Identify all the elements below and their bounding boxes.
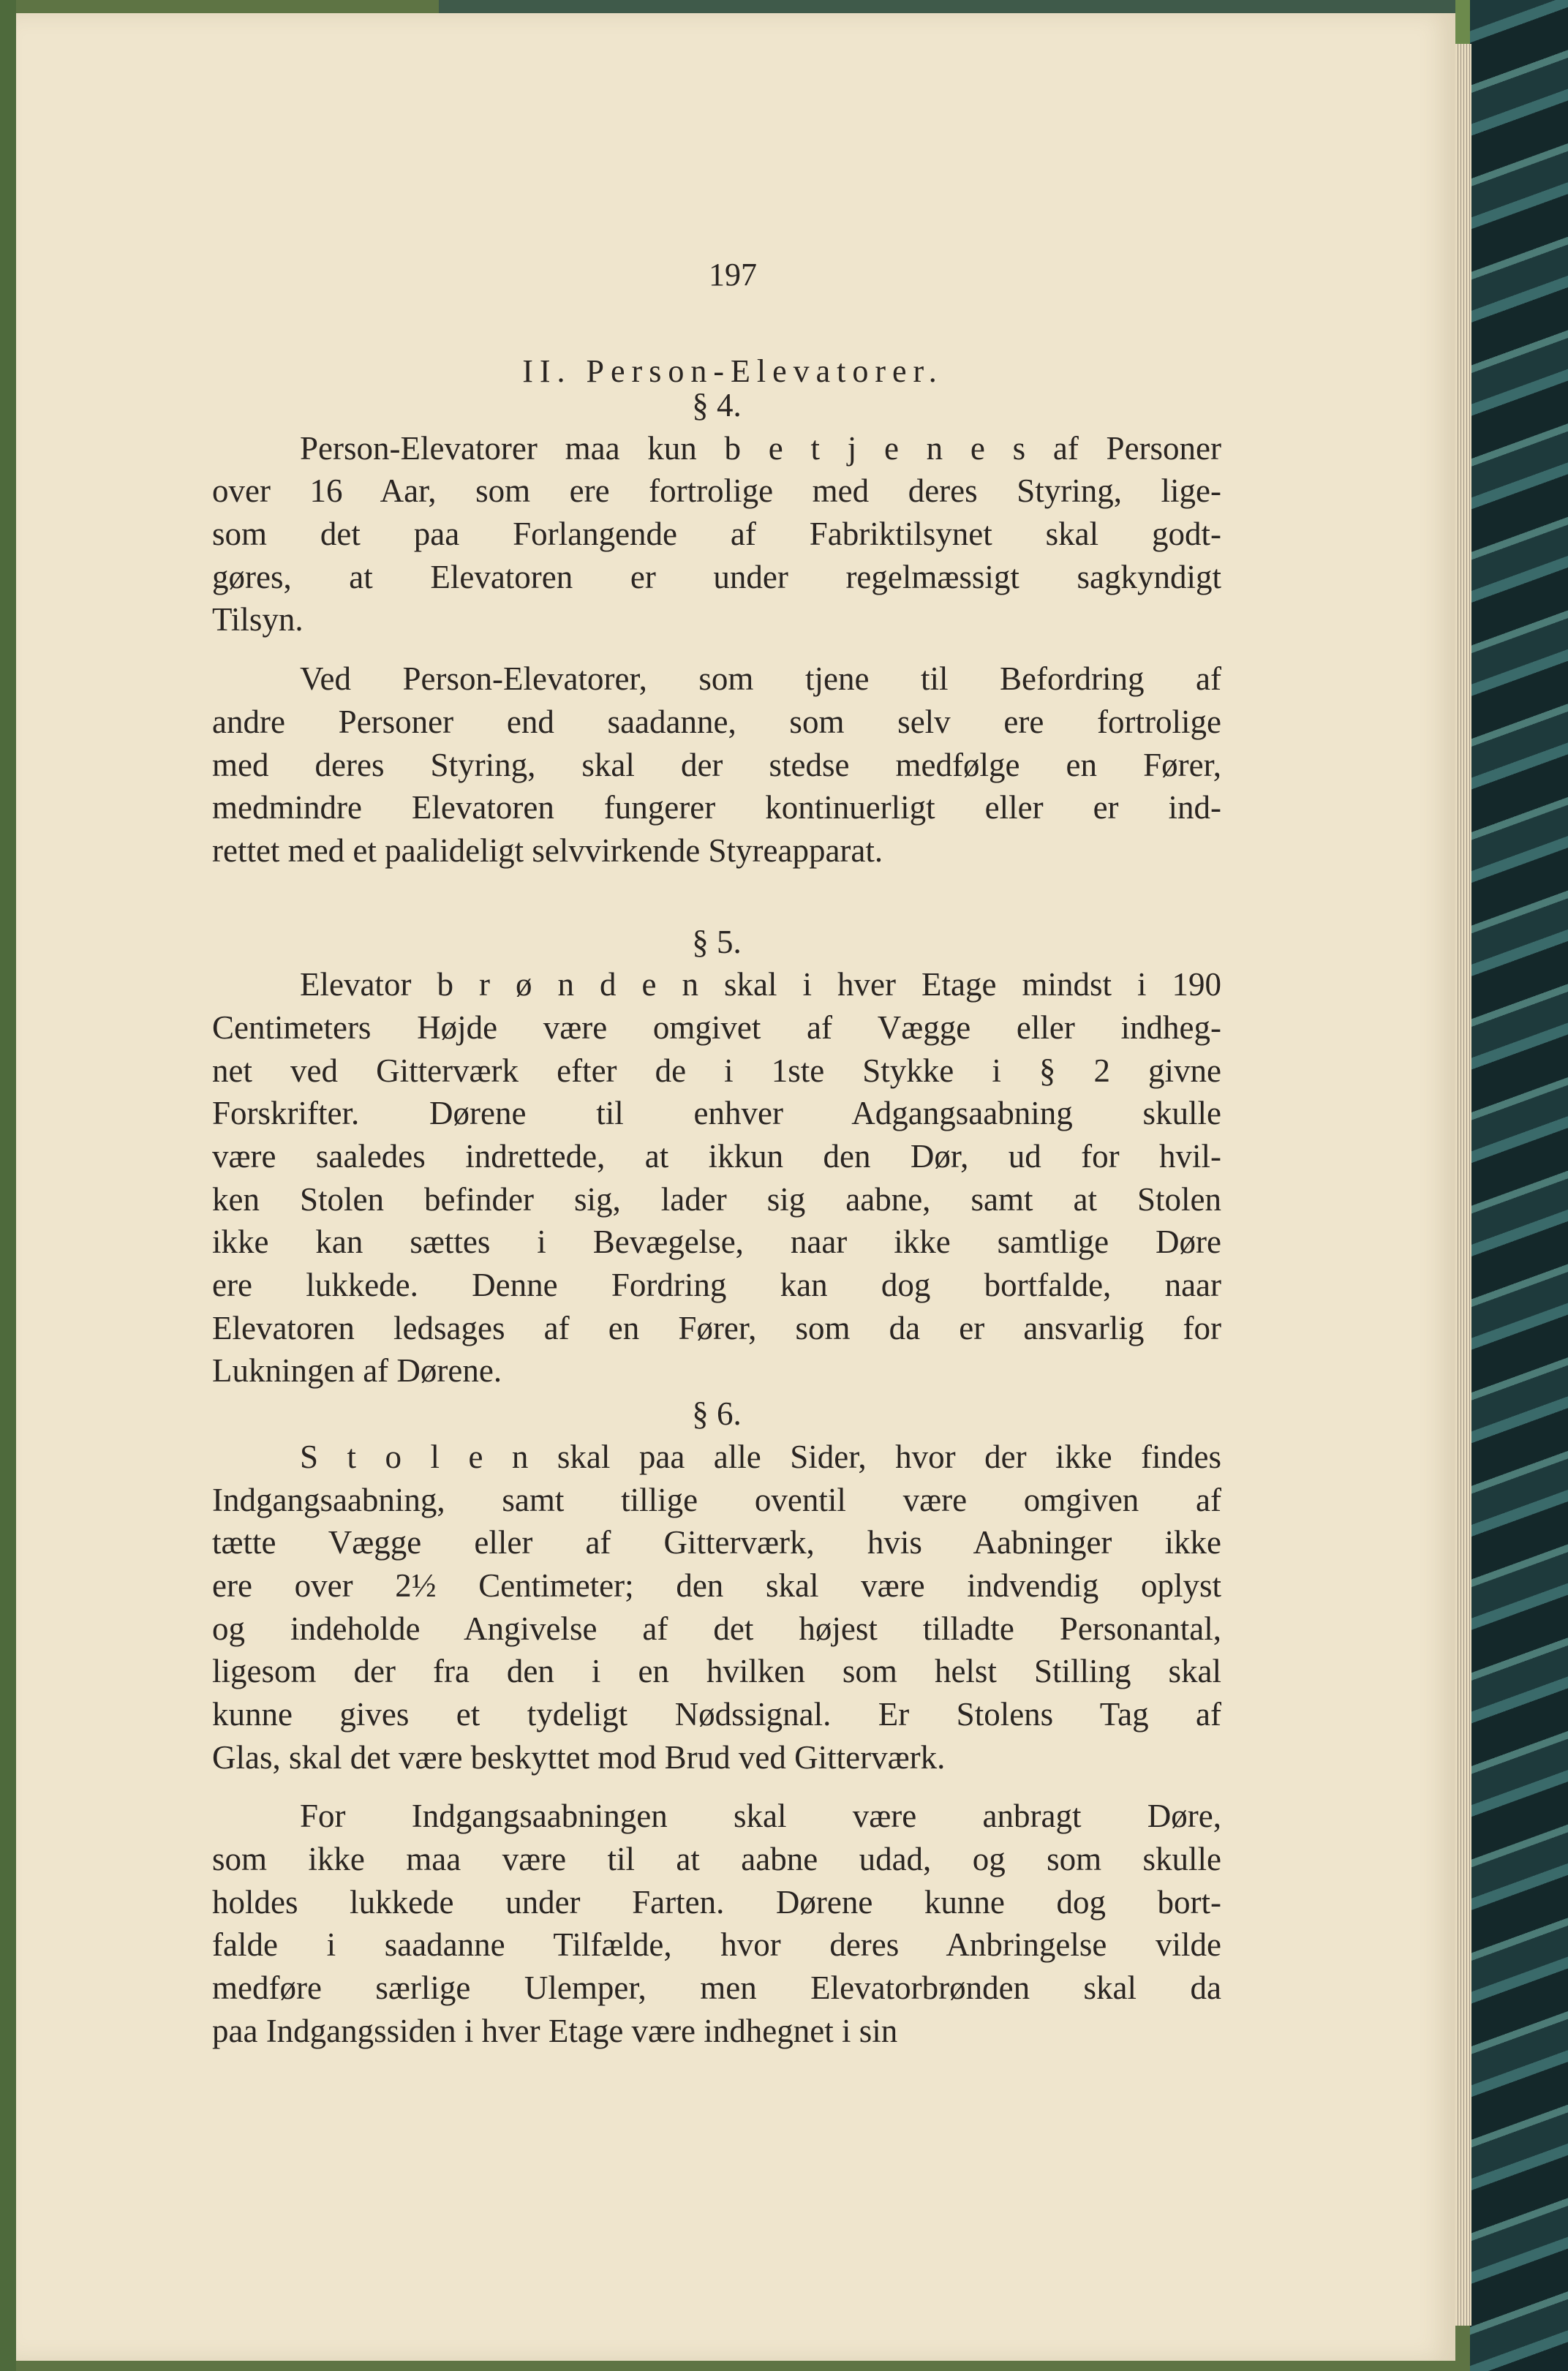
text-line: som ikke maa være til at aabne udad, og som skulle [212,1841,1221,1878]
page-edges [1455,44,1471,2326]
text-line: ere lukkede. Denne Fordring kan dog bortfalde, naar [212,1267,1221,1304]
text-line: ikke kan sættes i Bevægelse, naar ikke samtlige Døre [212,1224,1221,1261]
text-line: paa Indgangssiden i hver Etage være indhegnet i sin [212,2012,898,2049]
section-title: § 5. [692,923,742,960]
text-line: som det paa Forlangende af Fabriktilsynet skal godt- [212,516,1221,553]
text-line: med deres Styring, skal der stedse medfølge en Fører, [212,746,1221,783]
text-line: være saaledes indrettede, at ikkun den Dør, ud for hvil- [212,1138,1221,1175]
text-line: ere over 2½ Centimeter; den skal være indvendig oplyst [212,1567,1221,1604]
text-line: holdes lukkede under Farten. Dørene kunne dog bort- [212,1883,1221,1920]
text-line: rettet med et paalideligt selvvirkende Styreapparat. [212,832,883,869]
text-line: S t o l e n skal paa alle Sider, hvor der ikke findes [300,1438,1221,1475]
text-line: kunne gives et tydeligt Nødssignal. Er Stolens Tag af [212,1695,1221,1733]
body-text [212,384,1221,2052]
text-line: Glas, skal det være beskyttet mod Brud ved Gitterværk. [212,1738,946,1776]
text-line: andre Personer end saadanne, som selv ere fortrolige [212,703,1221,740]
text-line: Indgangsaabning, samt tillige oventil være omgiven af [212,1481,1221,1518]
book-cover-left-edge [0,0,16,2371]
text-line: falde i saadanne Tilfælde, hvor deres Anbringelse vilde [212,1926,1221,1964]
text-line: Centimeters Højde være omgivet af Vægge eller indheg- [212,1009,1221,1046]
text-line: For Indgangsaabningen skal være anbragt Døre, [300,1798,1221,1835]
text-line: Elevator b r ø n d e n skal i hver Etage mindst i 190 [300,966,1221,1003]
text-line: ligesom der fra den i en hvilken som helst Stilling skal [212,1653,1221,1690]
text-line: og indeholde Angivelse af det højest tilladte Personantal, [212,1610,1221,1647]
paragraph-spacer [212,641,1221,657]
paragraph-spacer [212,1779,1221,1795]
page-number: 197 [709,257,757,293]
text-line: gøres, at Elevatoren er under regelmæssigt sagkyndigt [212,558,1221,595]
chapter-heading: II. Person-Elevatorer. [522,353,943,389]
section-title: § 4. [692,387,742,423]
marbled-endpaper [1470,0,1568,2371]
text-line: ken Stolen befinder sig, lader sig aabne, samt at Stolen [212,1180,1221,1218]
text-line: Lukningen af Dørene. [212,1352,502,1390]
section-title: § 6. [692,1395,742,1433]
text-line: medmindre Elevatoren fungerer kontinuerligt eller er ind- [212,789,1221,826]
text-line: over 16 Aar, som ere fortrolige med deres Styring, lige- [212,472,1221,510]
text-line: Person-Elevatorer maa kun b e t j e n e s af Personer [300,429,1221,467]
text-line: net ved Gitterværk efter de i 1ste Stykke i § 2 givne [212,1052,1221,1089]
text-line: medføre særlige Ulemper, men Elevatorbrønden skal da [212,1969,1221,2007]
text-line: Forskrifter. Dørene til enhver Adgangsaabning skulle [212,1095,1221,1132]
text-line: Tilsyn. [212,601,304,638]
text-line: Ved Person-Elevatorer, som tjene til Befordring af [300,660,1221,698]
text-line: Elevatoren ledsages af en Fører, som da er ansvarlig for [212,1309,1221,1346]
section-spacer [212,872,1221,921]
text-line: tætte Vægge eller af Gitterværk, hvis Aabninger ikke [212,1524,1221,1561]
